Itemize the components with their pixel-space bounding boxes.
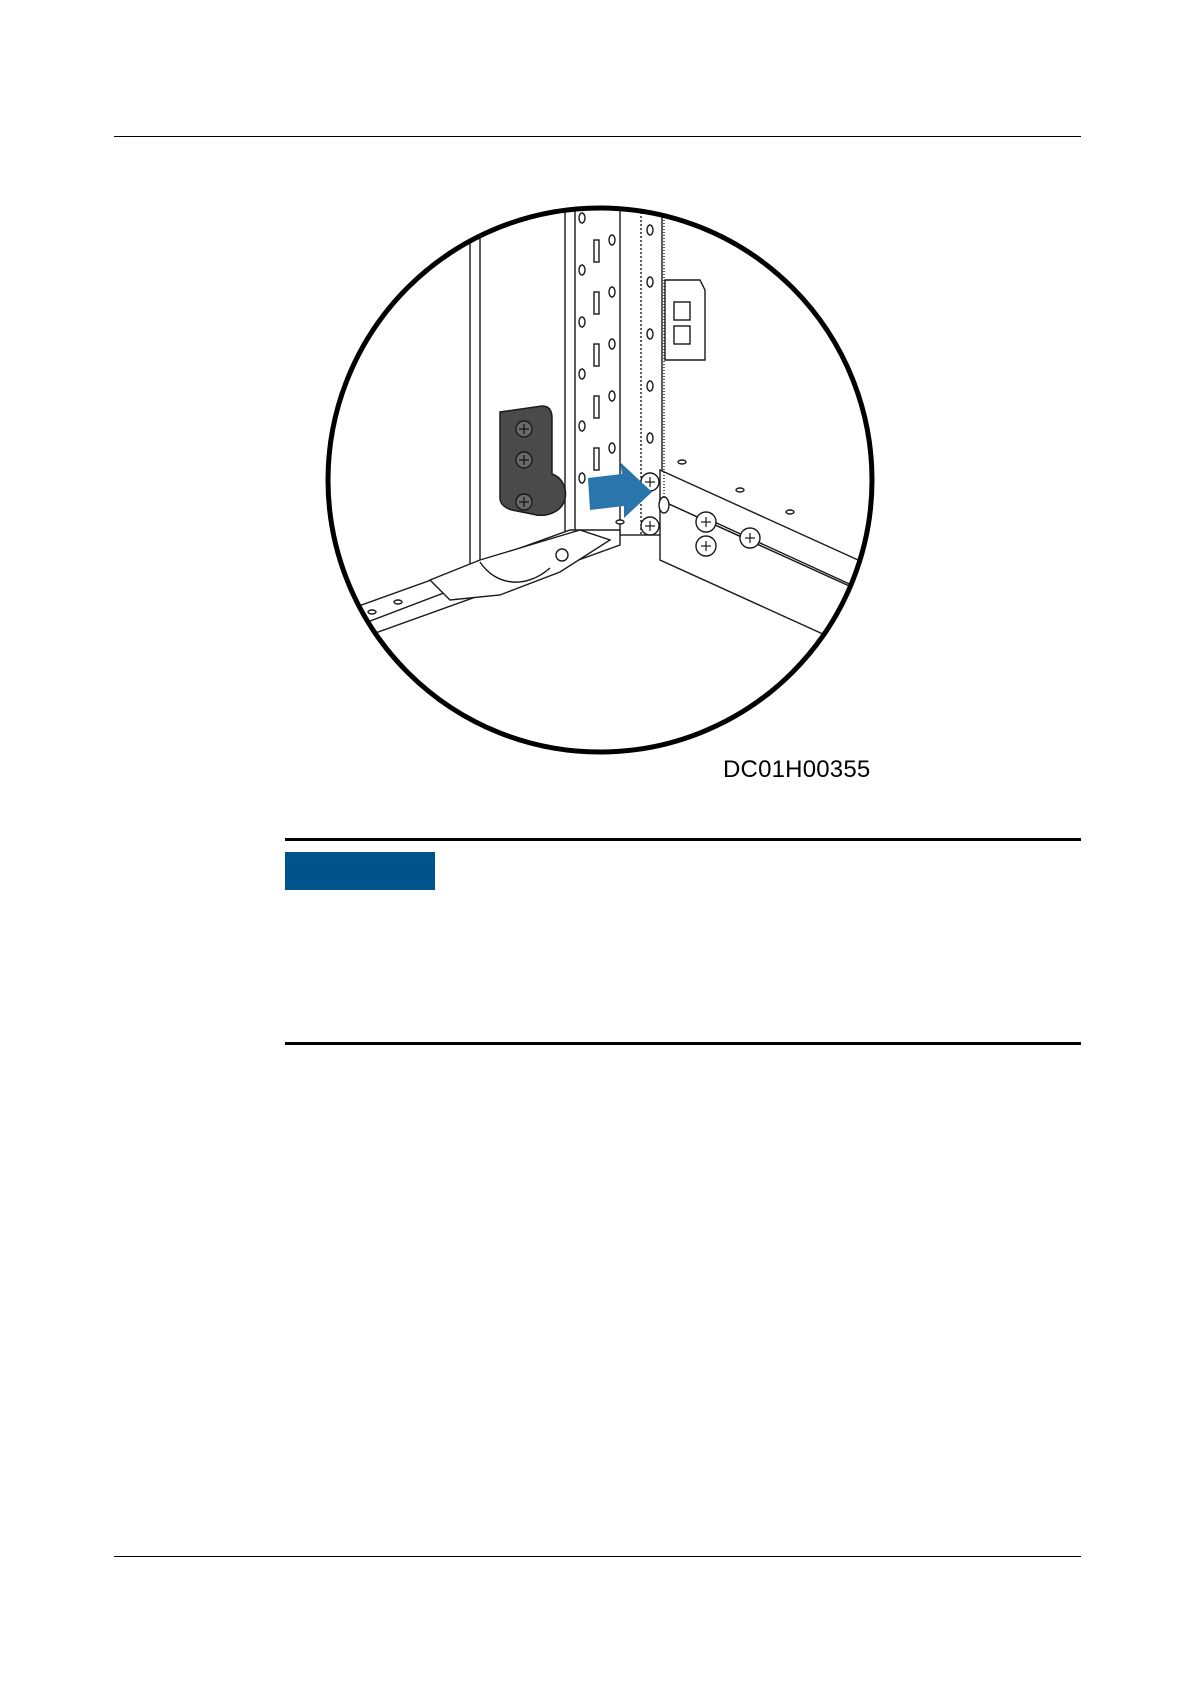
figure-id-label: DC01H00355 <box>723 756 871 783</box>
footer-rule <box>114 1556 1081 1557</box>
note-top-rule <box>285 838 1081 841</box>
illustration-svg <box>320 200 880 760</box>
base-screw <box>556 549 568 561</box>
note-badge <box>285 852 435 890</box>
note-bottom-rule <box>285 1042 1081 1045</box>
installation-illustration <box>320 200 880 760</box>
base-cutout <box>430 530 610 600</box>
header-rule <box>114 136 1081 137</box>
note-box <box>285 838 1081 1046</box>
stopper-bracket <box>500 406 566 515</box>
cable-tie-head <box>659 497 669 513</box>
